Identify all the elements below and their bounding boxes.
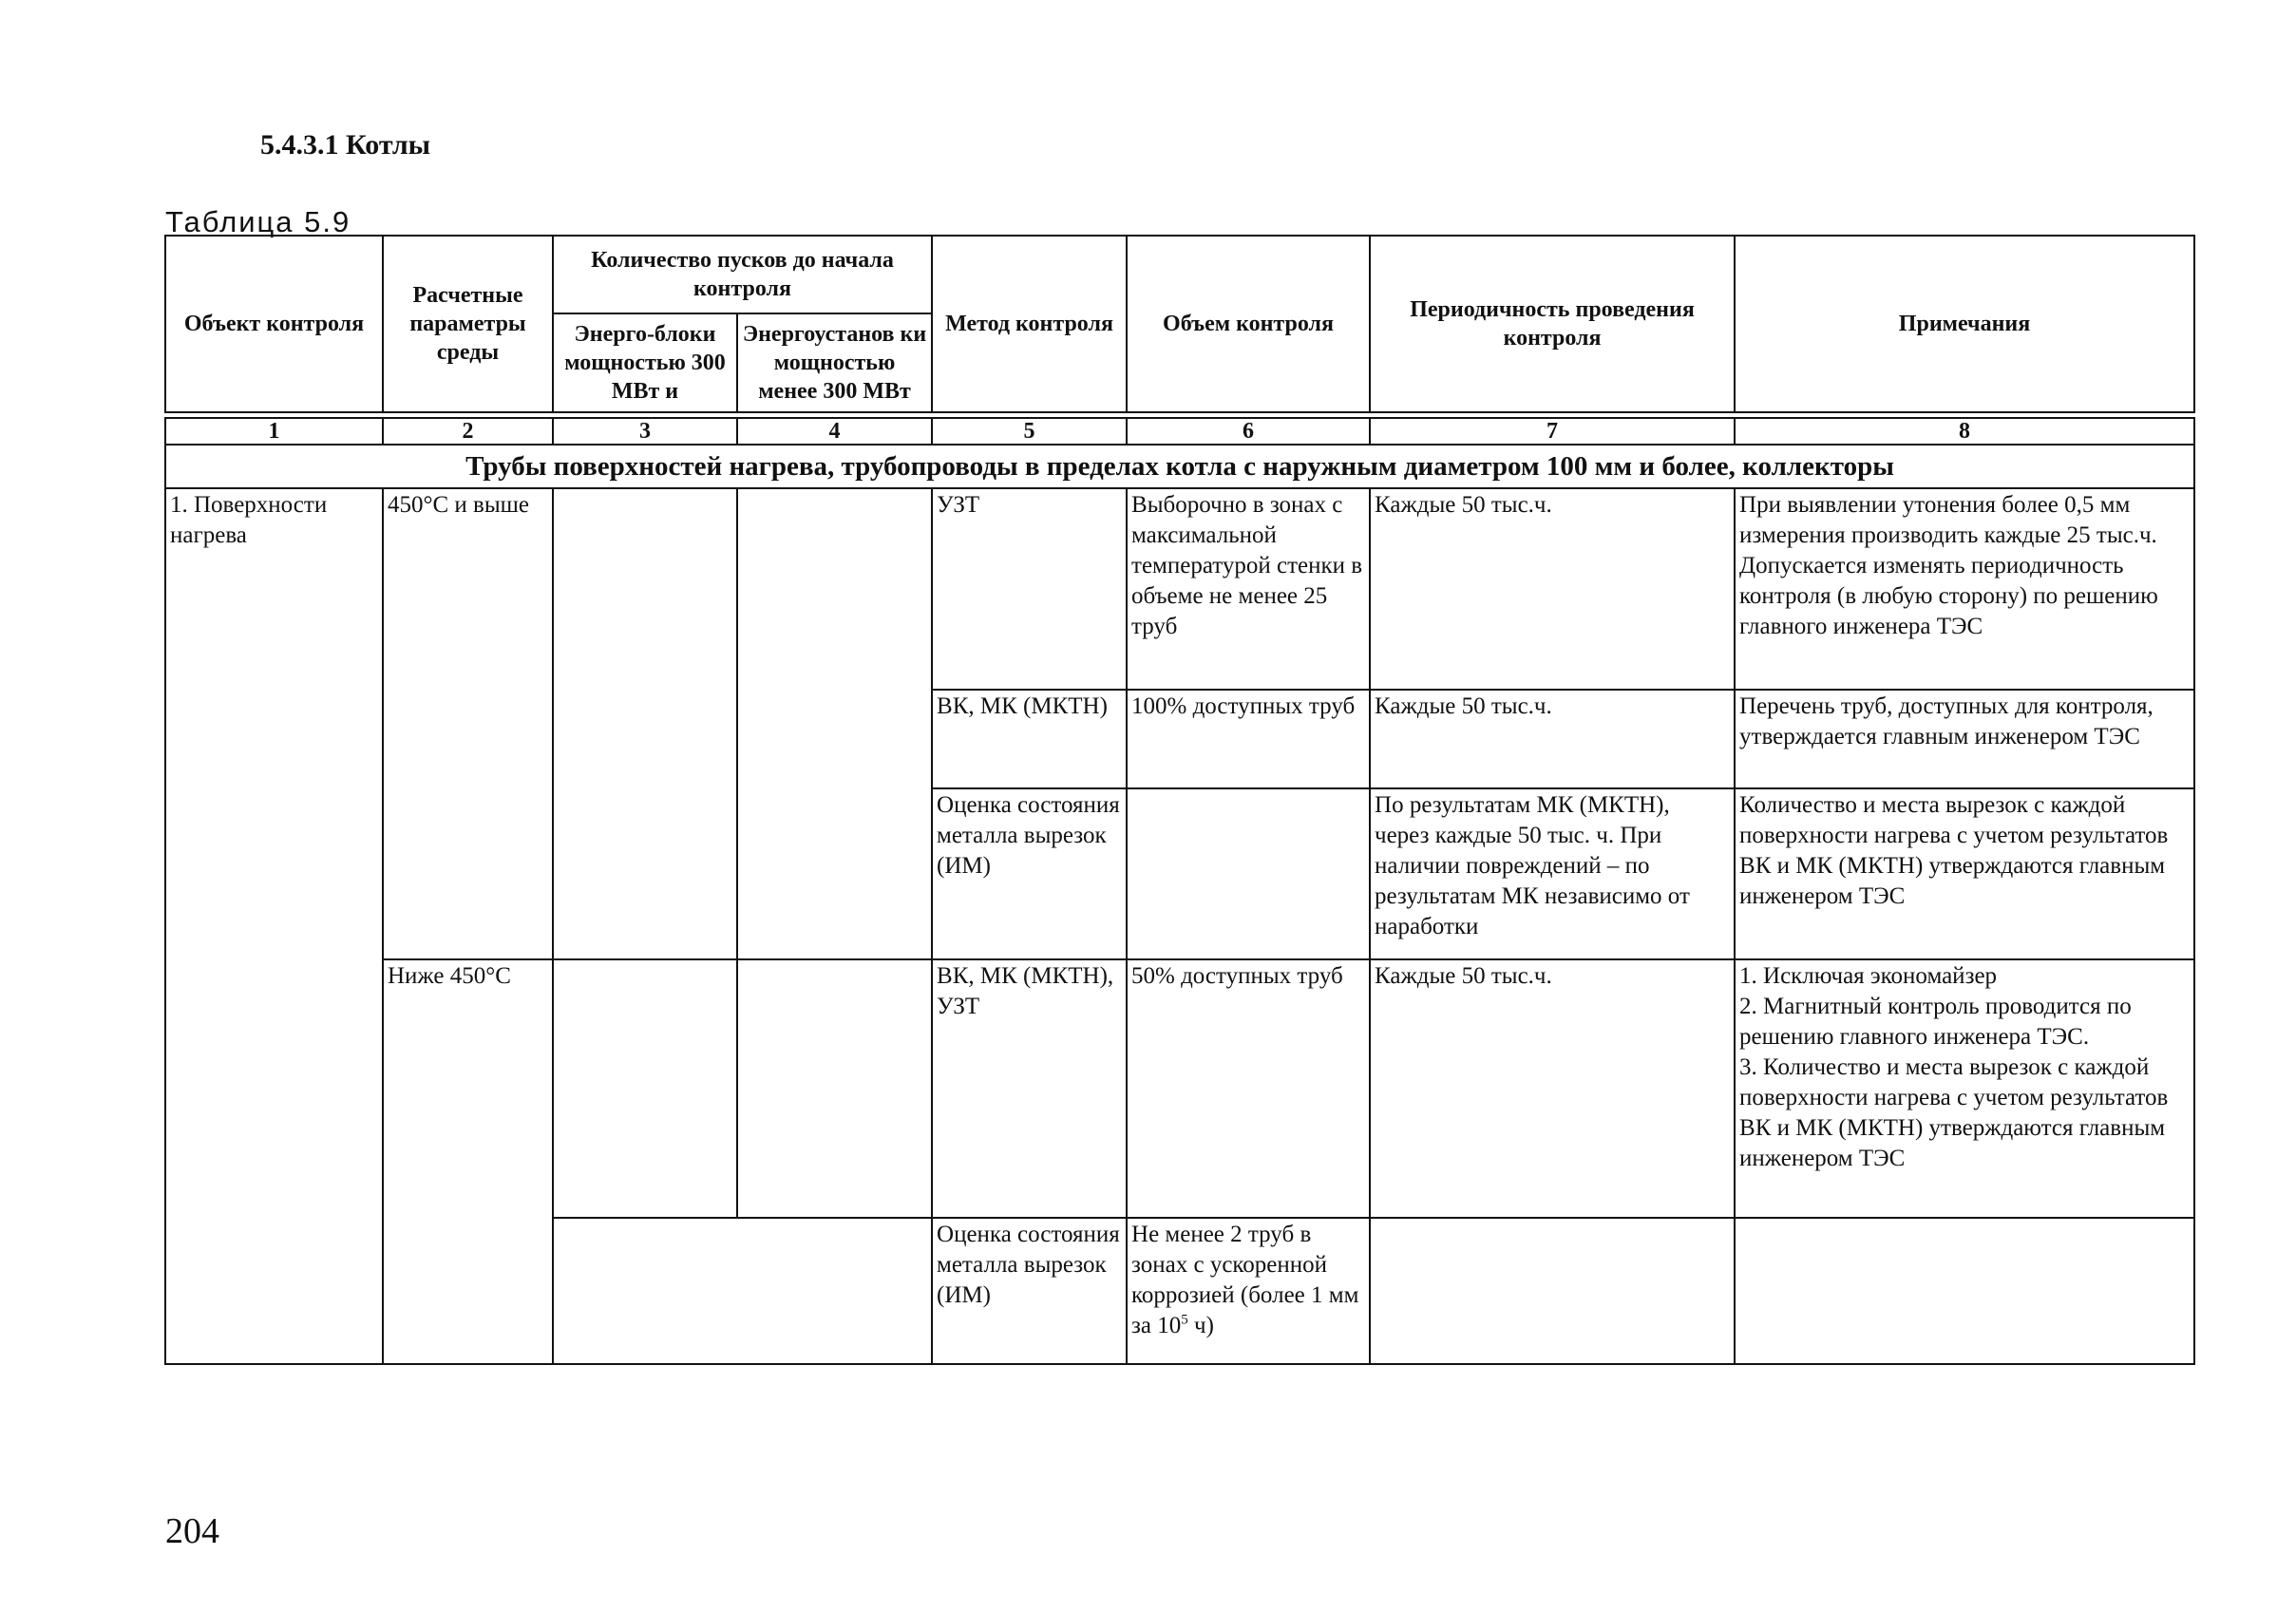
header-params: Расчетные параметры среды (383, 236, 553, 412)
starts-300-plus-cell (553, 488, 737, 959)
header-periodicity: Периодичность проведения контроля (1370, 236, 1735, 412)
column-number: 8 (1735, 418, 2194, 445)
note-cell: Количество и места вырезок с каждой поверхности нагрева с учетом результатов ВК и МК (МКТН) утверждаются главным инженером ТЭС (1735, 788, 2194, 959)
volume-cell: 50% доступных труб (1127, 959, 1370, 1218)
column-number: 3 (553, 418, 737, 445)
header-object: Объект контроля (165, 236, 383, 412)
table-caption: Таблица 5.9 (165, 205, 351, 238)
period-cell (1370, 1218, 1735, 1364)
param-cell: 450°С и выше (383, 488, 553, 959)
page-number: 204 (165, 1511, 219, 1551)
column-number: 6 (1127, 418, 1370, 445)
volume-cell: Выборочно в зонах с максимальной температурой стенки в объеме не менее 25 труб (1127, 488, 1370, 690)
table-row (165, 488, 2194, 690)
section-heading: 5.4.3.1 Котлы (260, 129, 431, 161)
starts-under-300-cell (737, 959, 932, 1218)
header-row-1 (165, 236, 2194, 313)
starts-under-300-cell (737, 488, 932, 959)
column-number: 1 (165, 418, 383, 445)
section-title: Трубы поверхностей нагрева, трубопроводы в пределах котла с наружным диаметром 100 мм и более, коллекторы (165, 445, 2194, 488)
period-cell: Каждые 50 тыс.ч. (1370, 959, 1735, 1218)
inspection-table (164, 235, 2195, 1365)
table-row (165, 959, 2194, 1218)
method-cell: Оценка состояния металла вырезок (ИМ) (932, 788, 1127, 959)
header-units-under-300: Энергоустанов ки мощностью менее 300 МВт (737, 313, 932, 413)
volume-text-end: ч) (1187, 1313, 1214, 1338)
period-cell: Каждые 50 тыс.ч. (1370, 690, 1735, 788)
method-cell: Оценка состояния металла вырезок (ИМ) (932, 1218, 1127, 1364)
column-number: 4 (737, 418, 932, 445)
method-cell: УЗТ (932, 488, 1127, 690)
note-cell: При выявлении утонения более 0,5 мм измерения производить каждые 25 тыс.ч. Допускается изменять периодичность контроля (в любую сторону) по решению главного инженера ТЭС (1735, 488, 2194, 690)
header-notes: Примечания (1735, 236, 2194, 412)
header-starts-group: Количество пусков до начала контроля (553, 236, 932, 313)
starts-300-plus-cell (553, 959, 737, 1218)
exponent: 5 (1181, 1312, 1188, 1328)
section-row (165, 445, 2194, 488)
volume-text: Не менее 2 труб в зонах с ускоренной коррозией (более 1 мм за 10 (1131, 1222, 1359, 1338)
param-cell: Ниже 450°С (383, 959, 553, 1364)
note-cell: 1. Исключая экономайзер 2. Магнитный контроль проводится по решению главного инженера ТЭС. 3. Количество и места вырезок с каждой поверхности нагрева с учетом результатов ВК и МК (МКТН) утверждаются главным инженером ТЭС (1735, 959, 2194, 1218)
note-cell: Перечень труб, доступных для контроля, утверждается главным инженером ТЭС (1735, 690, 2194, 788)
period-cell: Каждые 50 тыс.ч. (1370, 488, 1735, 690)
volume-cell (1127, 1218, 1370, 1364)
header-method: Метод контроля (932, 236, 1127, 412)
header-units-300-plus: Энерго-блоки мощностью 300 МВт и (553, 313, 737, 413)
column-number-row (165, 418, 2194, 445)
method-cell: ВК, МК (МКТН), УЗТ (932, 959, 1127, 1218)
column-number: 5 (932, 418, 1127, 445)
column-number: 7 (1370, 418, 1735, 445)
note-cell (1735, 1218, 2194, 1364)
column-number: 2 (383, 418, 553, 445)
starts-merged-cell (553, 1218, 932, 1364)
volume-cell: 100% доступных труб (1127, 690, 1370, 788)
header-volume: Объем контроля (1127, 236, 1370, 412)
period-cell: По результатам МК (МКТН), через каждые 50 тыс. ч. При наличии повреждений – по результатам МК независимо от наработки (1370, 788, 1735, 959)
volume-cell (1127, 788, 1370, 959)
method-cell: ВК, МК (МКТН) (932, 690, 1127, 788)
object-cell: 1. Поверхности нагрева (165, 488, 383, 1364)
